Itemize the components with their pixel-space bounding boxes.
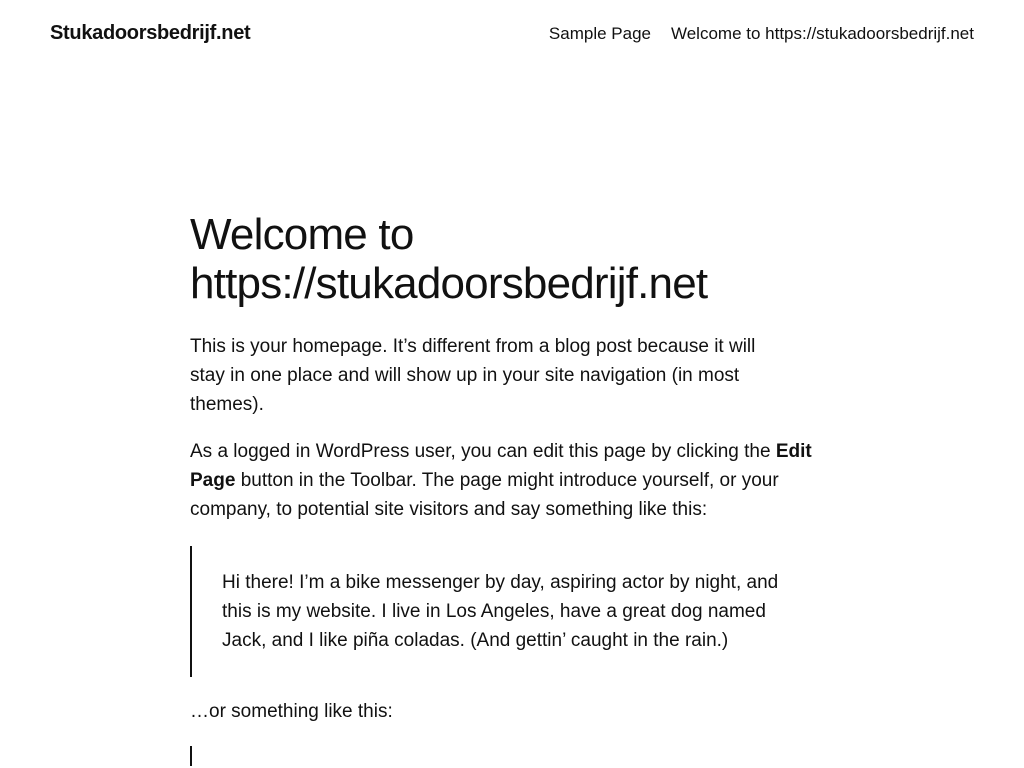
alternative-paragraph: …or something like this: xyxy=(190,701,393,722)
page-title-line1: Welcome to xyxy=(190,210,414,259)
primary-navigation xyxy=(549,24,974,44)
page-title-line2: https://stukadoorsbedrijf.net xyxy=(190,259,708,308)
page-title xyxy=(190,210,840,308)
edit-instructions-text-after: button in the Toolbar. The page might introduce yourself, or your company, to potential site visitors and say something like this: xyxy=(190,470,779,520)
site-header xyxy=(0,0,1024,70)
nav-item-welcome[interactable]: Welcome to https://stukadoorsbedrijf.net xyxy=(670,24,974,43)
main-content xyxy=(190,210,840,766)
edit-instructions-paragraph xyxy=(190,437,840,524)
quote-text: Hi there! I’m a bike messenger by day, aspiring actor by night, and this is my website. I live in Los Angeles, have a great dog named Jack, and I like piña coladas. (And gettin’ caught in the rain.) xyxy=(222,572,779,651)
example-quote-2 xyxy=(190,746,822,766)
edit-instructions-text-before: As a logged in WordPress user, you can edit this page by clicking the xyxy=(190,441,776,462)
edit-page-emphasis: Edit Page xyxy=(190,441,812,491)
site-title-link[interactable]: Stukadoorsbedrijf.net xyxy=(50,22,251,44)
example-quote-1 xyxy=(190,546,820,677)
intro-paragraph: This is your homepage. It’s different from a blog post because it will stay in one place and will show up in your site navigation (in most themes). xyxy=(190,336,756,415)
nav-item-sample-page[interactable]: Sample Page xyxy=(548,24,651,43)
